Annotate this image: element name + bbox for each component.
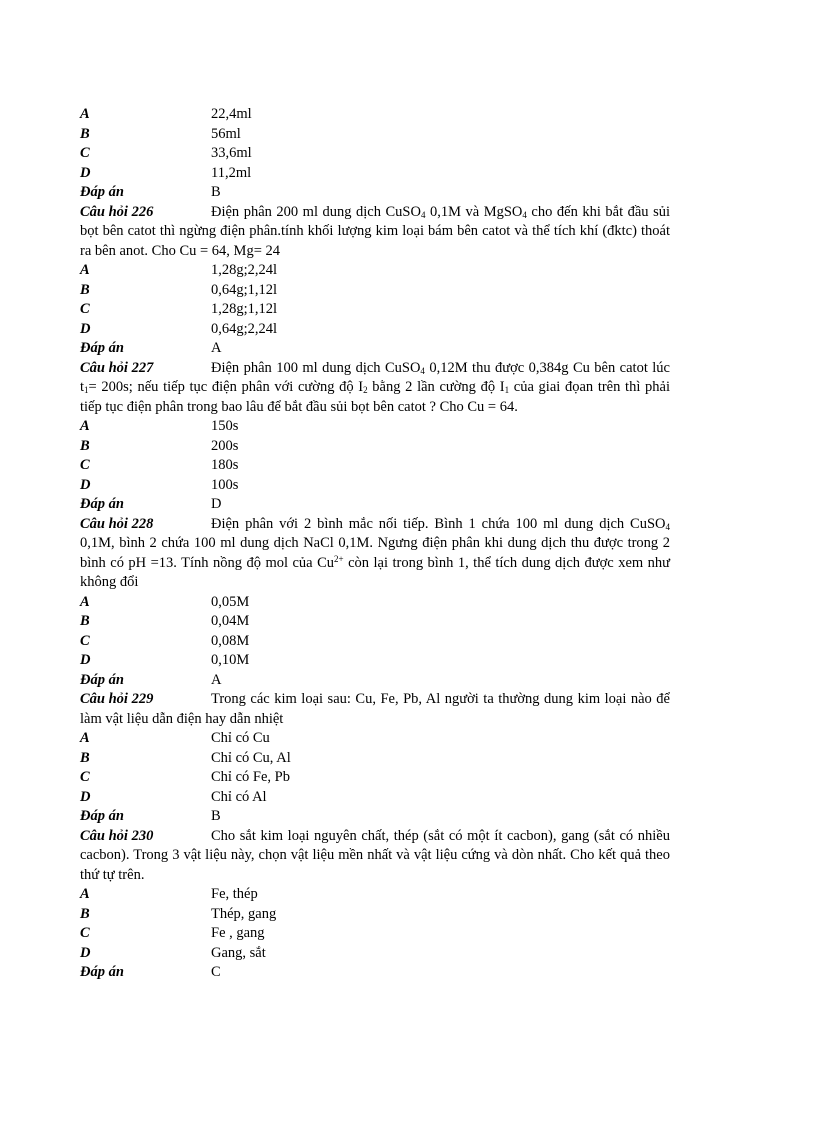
option-row <box>80 768 670 788</box>
answer-value: B <box>211 184 221 200</box>
option-text: 0,04M <box>211 613 250 629</box>
answer-label: Đáp án <box>80 184 124 200</box>
option-letter: B <box>80 437 90 454</box>
option-letter: D <box>80 944 91 961</box>
option-row <box>80 885 670 905</box>
question-block <box>80 359 670 515</box>
option-text: 0,64g;2,24l <box>211 320 278 337</box>
option-text: Chỉ có Cu <box>211 730 270 746</box>
question-block <box>80 203 670 359</box>
option-letter: D <box>80 164 91 181</box>
option-text: 180s <box>211 457 239 473</box>
option-letter: C <box>80 925 90 941</box>
question-body: Điện phân với 2 bình mắc nối tiếp. Bình 1 chứa 100 ml dung dịch CuSO$_4$ 0,1M, bình 2 chứa 100 ml dung dịch NaCl 0,1M. Ngưng điện phân khi dung dịch thu được trong 2 bình có pH =13. Tính nồng độ mol của $Cu^{2+}$ còn lại trong bình 1, thể tích dung dịch được xem như không đổi <box>80 515 670 590</box>
option-text: Fe , gang <box>211 925 265 941</box>
option-letter: B <box>80 749 90 766</box>
answer-row <box>80 671 670 691</box>
answer-row <box>80 807 670 827</box>
option-row <box>80 788 670 808</box>
option-row <box>80 417 670 437</box>
answer-row <box>80 339 670 359</box>
answer-label: Đáp án <box>80 964 124 980</box>
option-row <box>80 749 670 769</box>
question-text <box>80 515 670 593</box>
option-text: 33,6ml <box>211 145 252 161</box>
option-letter: A <box>80 418 90 434</box>
question-text <box>80 690 670 729</box>
option-letter: C <box>80 301 90 317</box>
answer-value: A <box>211 671 222 688</box>
answer-value: C <box>211 964 221 980</box>
option-text: 1,28g;1,12l <box>211 301 278 317</box>
option-text: Chỉ có Fe, Pb <box>211 769 290 785</box>
option-text: Chỉ có Al <box>211 788 267 805</box>
answer-label: Đáp án <box>80 671 124 688</box>
question-block <box>80 105 670 203</box>
option-letter: A <box>80 886 90 902</box>
option-text: 56ml <box>211 125 241 142</box>
question-text <box>80 203 670 262</box>
question-label: Câu hỏi 230 <box>80 827 154 844</box>
question-label: Câu hỏi 227 <box>80 359 154 376</box>
option-row <box>80 437 670 457</box>
option-text: Gang, sắt <box>211 944 266 961</box>
option-letter: B <box>80 281 90 298</box>
option-text: 200s <box>211 437 239 454</box>
option-letter: D <box>80 320 91 337</box>
option-letter: D <box>80 652 91 668</box>
option-letter: B <box>80 125 90 142</box>
option-letter: C <box>80 769 90 785</box>
option-text: Chỉ có Cu, Al <box>211 749 291 766</box>
option-letter: D <box>80 788 91 805</box>
option-letter: C <box>80 632 90 649</box>
option-row <box>80 456 670 476</box>
question-page <box>80 105 670 983</box>
option-letter: C <box>80 145 90 161</box>
question-body: Điện phân 100 ml dung dịch CuSO$_4$ 0,12M thu được 0,384g Cu bên catot lúc $t_1= 200s$; nếu tiếp tục điện phân với cường độ $I_2$ bằng 2 lần cường độ $I_1$ của giai đọan trên thì phải tiếp tục điện phân trong bao lâu để bắt đầu sủi bọt bên catot ? Cho Cu = 64. <box>80 359 670 415</box>
option-text: 0,10M <box>211 652 250 668</box>
option-row <box>80 105 670 125</box>
option-row <box>80 944 670 964</box>
answer-label: Đáp án <box>80 340 124 356</box>
option-text: 1,28g;2,24l <box>211 262 278 278</box>
option-row <box>80 651 670 671</box>
answer-row <box>80 963 670 983</box>
question-block <box>80 515 670 691</box>
option-letter: A <box>80 106 90 122</box>
answer-label: Đáp án <box>80 808 124 824</box>
option-row <box>80 144 670 164</box>
option-letter: B <box>80 613 90 629</box>
option-text: 22,4ml <box>211 106 252 122</box>
option-text: 0,64g;1,12l <box>211 281 278 298</box>
question-body: Trong các kim loại sau: Cu, Fe, Pb, Al người ta thường dung kim loại nào để làm vật liệu dẫn điện hay dẫn nhiệt <box>80 691 670 727</box>
option-text: Thép, gang <box>211 905 277 922</box>
option-row <box>80 632 670 652</box>
question-body: Cho sắt kim loại nguyên chất, thép (sắt có một ít cacbon), gang (sắt có nhiều cacbon). Trong 3 vật liệu này, chọn vật liệu mền nhất và vật liệu cứng và dòn nhất. Cho kết quả theo thứ tự trên. <box>80 827 670 883</box>
option-letter: A <box>80 730 90 746</box>
question-label: Câu hỏi 229 <box>80 691 154 707</box>
question-body: Điện phân 200 ml dung dịch CuSO$_4$ 0,1M và MgSO$_4$ cho đến khi bắt đầu sủi bọt bên catot thì ngừng điện phân.tính khối lượng kim loại bám bên catot và thể tích khí (đktc) thoát ra bên anot. Cho Cu = 64, Mg= 24 <box>80 203 670 259</box>
option-letter: B <box>80 905 90 922</box>
question-label: Câu hỏi 228 <box>80 515 154 532</box>
option-letter: A <box>80 593 90 610</box>
answer-value: D <box>211 496 222 512</box>
question-text <box>80 359 670 418</box>
question-text <box>80 827 670 886</box>
question-block <box>80 690 670 827</box>
option-text: 11,2ml <box>211 164 252 181</box>
option-row <box>80 729 670 749</box>
option-text: Fe, thép <box>211 886 258 902</box>
option-row <box>80 300 670 320</box>
option-text: 0,08M <box>211 632 250 649</box>
answer-row <box>80 183 670 203</box>
option-row <box>80 125 670 145</box>
answer-value: B <box>211 808 221 824</box>
option-row <box>80 593 670 613</box>
option-row <box>80 281 670 301</box>
option-row <box>80 261 670 281</box>
option-text: 100s <box>211 476 239 493</box>
option-text: 0,05M <box>211 593 250 610</box>
option-row <box>80 612 670 632</box>
option-text: 150s <box>211 418 239 434</box>
option-row <box>80 476 670 496</box>
option-row <box>80 924 670 944</box>
option-letter: D <box>80 476 91 493</box>
option-letter: A <box>80 262 90 278</box>
question-block <box>80 827 670 983</box>
option-letter: C <box>80 457 90 473</box>
option-row <box>80 905 670 925</box>
option-row <box>80 164 670 184</box>
answer-value: A <box>211 340 222 356</box>
option-row <box>80 320 670 340</box>
answer-label: Đáp án <box>80 496 124 512</box>
answer-row <box>80 495 670 515</box>
question-label: Câu hỏi 226 <box>80 203 154 220</box>
